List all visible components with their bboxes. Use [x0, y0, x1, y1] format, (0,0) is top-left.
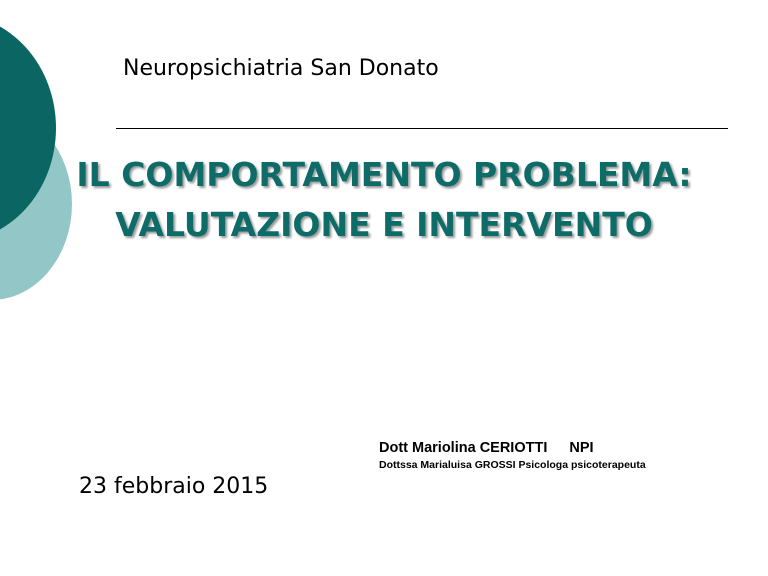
- main-author: [379, 440, 594, 456]
- presentation-date: 23 febbraio 2015: [79, 474, 269, 499]
- main-author-role: NPI: [569, 440, 594, 456]
- slide-title-line-1: IL COMPORTAMENTO PROBLEMA:: [76, 155, 692, 194]
- title-divider: [116, 128, 728, 129]
- secondary-author: Dottssa Marialuisa GROSSI Psicologa psicoterapeuta: [379, 459, 646, 471]
- slide-title-line-2: VALUTAZIONE E INTERVENTO: [115, 205, 653, 244]
- organization-name: Neuropsichiatria San Donato: [123, 56, 439, 81]
- main-author-name: Dott Mariolina CERIOTTI: [379, 440, 548, 456]
- slide-title: [0, 150, 768, 250]
